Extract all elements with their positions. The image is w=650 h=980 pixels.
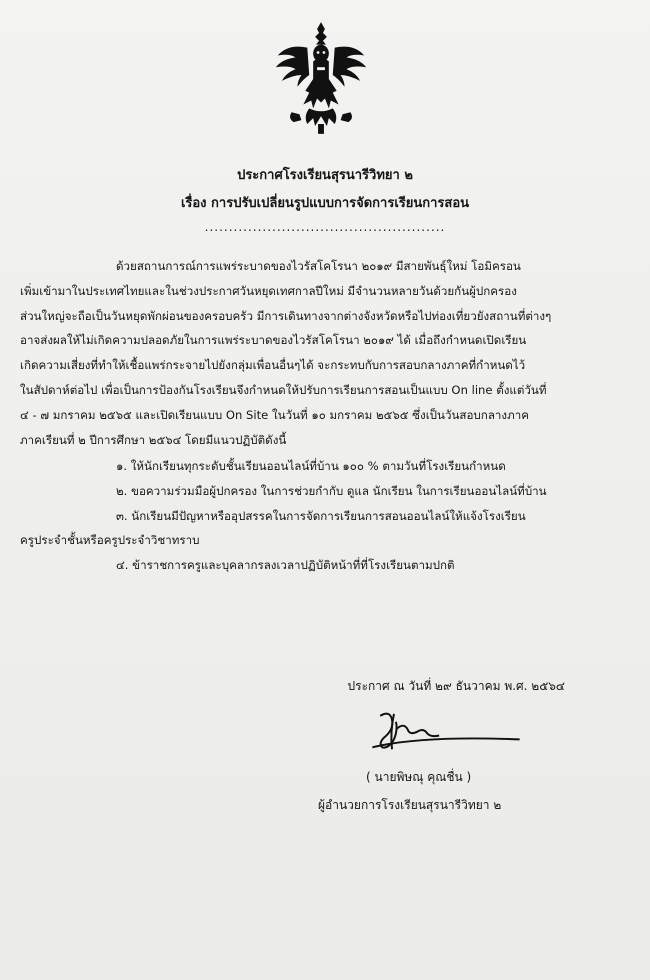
signatory-name: ( นายพิษณุ คุณชื่น ) <box>366 770 472 784</box>
body-line: เกิดความเสี่ยงที่ทำให้เชื้อแพร่กระจายไปยังกลุ่มเพื่อนอื่นๆได้ จะกระทบกับการสอบกลางภาคที่กำหนดไว้ <box>20 358 526 373</box>
document-title: ประกาศโรงเรียนสุรนารีวิทยา ๒ <box>237 168 413 183</box>
body-line: ภาคเรียนที่ ๒ ปีการศึกษา ๒๕๖๔ โดยมีแนวปฏิบัติดังนี้ <box>20 432 287 447</box>
body-line: ในสัปดาห์ต่อไป เพื่อเป็นการป้องกันโรงเรียนจึงกำหนดให้ปรับการเรียนการสอนเป็นแบบ On line ตั้งแต่วันที่ <box>20 382 547 397</box>
announcement-date-text: ประกาศ ณ วันที่ ๒๙ ธันวาคม พ.ศ. ๒๕๖๔ <box>347 679 565 693</box>
guideline-list <box>20 454 624 578</box>
body-line: ส่วนใหญ่จะถือเป็นวันหยุดพักผ่อนของครอบครัว มีการเดินทางจากต่างจังหวัดหรือไปท่องเที่ยวยังสถานที่ต่างๆ <box>20 308 552 323</box>
body-line: ๔ - ๗ มกราคม ๒๕๖๕ และเปิดเรียนแบบ On Site ในวันที่ ๑๐ มกราคม ๒๕๖๕ ซึ่งเป็นวันสอบกลางภาค <box>20 407 529 422</box>
signatory-position: ผู้อำนวยการโรงเรียนสุรนารีวิทยา ๒ <box>318 798 502 812</box>
list-item-continuation: ครูประจำชั้นหรือครูประจำวิชาทราบ <box>20 533 200 548</box>
list-item: ๓. นักเรียนมีปัญหาหรืออุปสรรคในการจัดการเรียนการสอนออนไลน์ให้แจ้งโรงเรียน <box>116 508 526 523</box>
announcement-date <box>0 677 640 696</box>
body-paragraph <box>20 254 624 452</box>
separator-line: .................................................. <box>204 220 446 234</box>
list-item: ๒. ขอความร่วมมือผู้ปกครอง ในการช่วยกำกับ ดูแล นักเรียน ในการเรียนออนไลน์ที่บ้าน <box>116 483 547 498</box>
signature <box>368 708 526 762</box>
garuda-emblem <box>272 18 370 136</box>
body-line: เพิ่มเข้ามาในประเทศไทยและในช่วงประกาศวันหยุดเทศกาลปีใหม่ มีจำนวนหลายวันด้วยกันผู้ปกครอง <box>20 283 517 298</box>
document-subject: เรื่อง การปรับเปลี่ยนรูปแบบการจัดการเรียนการสอน <box>180 196 470 211</box>
body-line: อาจส่งผลให้ไม่เกิดความปลอดภัยในการแพร่ระบาดของไวรัสโคโรนา ๒๐๑๙ ได้ เมื่อถึงกำหนดเปิดเรียน <box>20 333 527 348</box>
list-item: ๔. ข้าราชการครูและบุคลากรลงเวลาปฏิบัติหน้าที่ที่โรงเรียนตามปกติ <box>116 558 455 573</box>
body-line: ด้วยสถานการณ์การแพร่ระบาดของไวรัสโคโรนา ๒๐๑๙ มีสายพันธุ์ใหม่ โอมิครอน <box>116 259 521 273</box>
list-item: ๑. ให้นักเรียนทุกระดับชั้นเรียนออนไลน์ที่บ้าน ๑๐๐ % ตามวันที่โรงเรียนกำหนด <box>116 459 506 473</box>
